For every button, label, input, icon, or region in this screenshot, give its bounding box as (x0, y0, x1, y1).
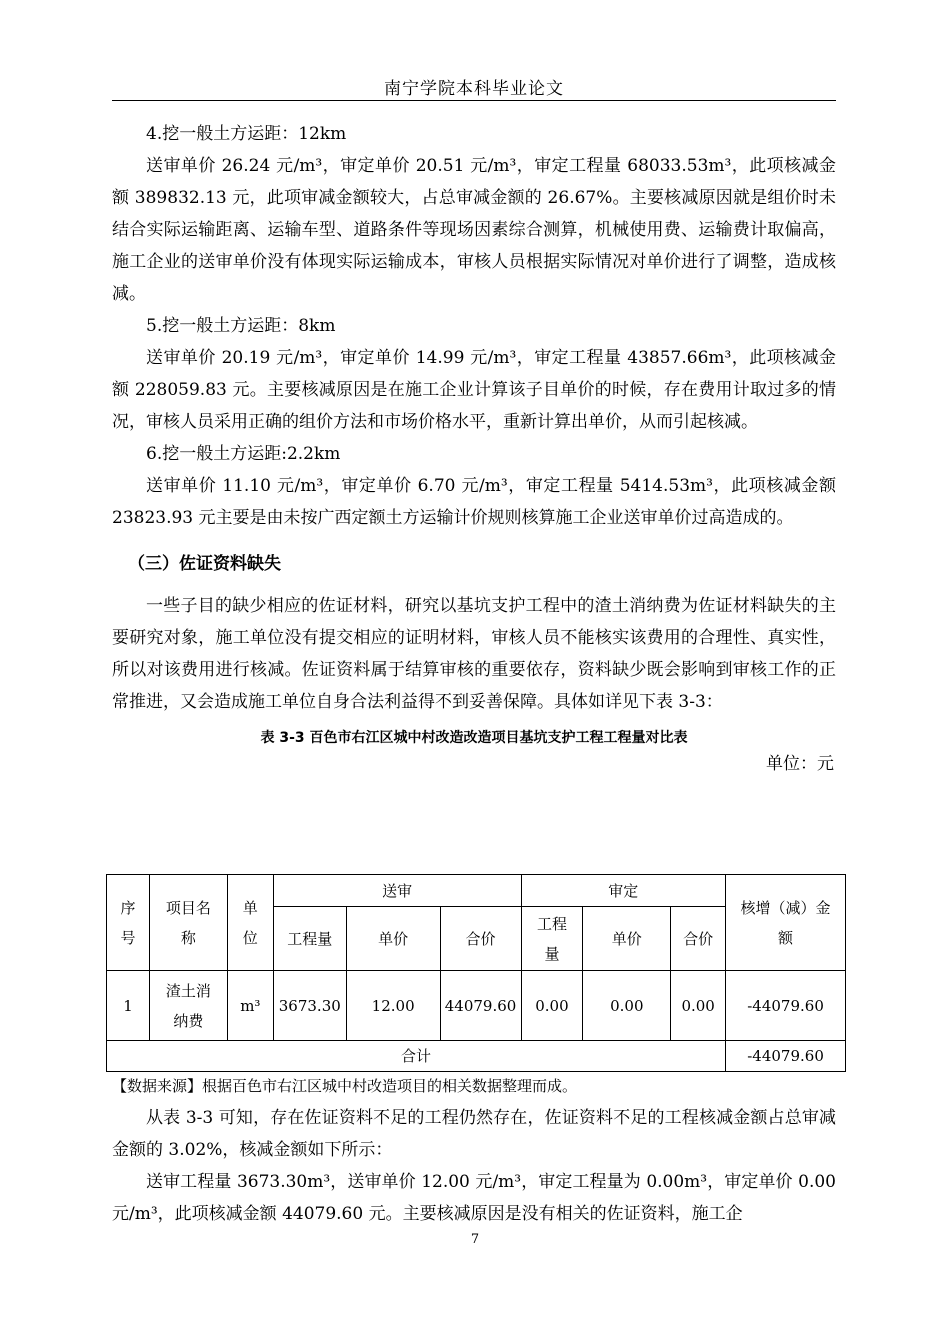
cell-name: 渣土消纳费 (149, 971, 227, 1041)
paragraph-6: 送审单价 11.10 元/m³，审定单价 6.70 元/m³，审定工程量 5414.53m³，此项核减金额 23823.93 元主要是由未按广西定额土方运输计价规则核算施工企业送审单价过高造成的。 (112, 476, 836, 528)
data-source-note: 【数据来源】根据百色市右江区城中村改造项目的相关数据整理而成。 (112, 1077, 578, 1095)
header-name: 项目名称 (149, 875, 227, 971)
header-seq: 序号 (107, 875, 150, 971)
table-row (107, 971, 846, 1041)
subheading-6: 6.挖一般土方运距:2.2km (146, 444, 341, 464)
cell-seq: 1 (107, 971, 150, 1041)
cell-qty: 3673.30 (273, 971, 346, 1041)
header-price: 单价 (346, 907, 440, 971)
table-unit: 单位：元 (766, 754, 834, 774)
cell-diff: -44079.60 (726, 971, 846, 1041)
paragraph-4: 送审单价 26.24 元/m³，审定单价 20.51 元/m³，审定工程量 68033.53m³，此项核减金额 389832.13 元，此项审减金额较大，占总审减金额的 26.67%。主要核减原因就是组价时未结合实际运输距离、运输车型、道路条件等现场因素综合测算，机械使用费、运输费计取偏高，施工企业的送审单价没有体现实际运输成本，审核人员根据实际情况对单价进行了调整，造成核减。 (112, 156, 836, 304)
body-text-continued (112, 1102, 836, 1230)
subheading-4: 4.挖一般土方运距：12km (146, 124, 347, 144)
section-heading: （三）佐证资料缺失 (128, 554, 281, 574)
header-diff: 核增（减）金额 (726, 875, 846, 971)
header-unit: 单位 (227, 875, 273, 971)
header-qty: 工程量 (273, 907, 346, 971)
sum-value: -44079.60 (726, 1041, 846, 1072)
comparison-table (106, 874, 846, 1072)
header-divider (112, 100, 836, 101)
cell-unit: m³ (227, 971, 273, 1041)
header-total-approved: 合价 (671, 907, 726, 971)
cell-price-approved: 0.00 (583, 971, 671, 1041)
page-header-title: 南宁学院本科毕业论文 (384, 79, 564, 99)
paragraph-table-summary: 从表 3-3 可知，存在佐证资料不足的工程仍然存在，佐证资料不足的工程核减金额占总审减金额的 3.02%，核减金额如下所示： (112, 1108, 836, 1160)
header-submitted: 送审 (273, 875, 521, 907)
header-price-approved: 单价 (583, 907, 671, 971)
table-sum-row (107, 1041, 846, 1072)
cell-qty-approved: 0.00 (521, 971, 583, 1041)
sum-label: 合计 (107, 1041, 726, 1072)
header-total: 合价 (440, 907, 521, 971)
cell-total: 44079.60 (440, 971, 521, 1041)
cell-total-approved: 0.00 (671, 971, 726, 1041)
paragraph-5: 送审单价 20.19 元/m³，审定单价 14.99 元/m³，审定工程量 43857.66m³，此项核减金额 228059.83 元。主要核减原因是在施工企业计算该子目单价的时候，存在费用计取过多的情况，审核人员采用正确的组价方法和市场价格水平，重新计算出单价，从而引起核减。 (112, 348, 836, 432)
subheading-5: 5.挖一般土方运距：8km (146, 316, 336, 336)
header-qty-approved: 工程量 (521, 907, 583, 971)
cell-price: 12.00 (346, 971, 440, 1041)
page-number: 7 (470, 1232, 480, 1247)
paragraph-deduction: 送审工程量 3673.30m³，送审单价 12.00 元/m³，审定工程量为 0.00m³，审定单价 0.00 元/m³，此项核减金额 44079.60 元。主要核减原因是没有相关的佐证资料，施工企 (112, 1172, 836, 1224)
header-approved: 审定 (521, 875, 726, 907)
paragraph-evidence: 一些子目的缺少相应的佐证材料，研究以基坑支护工程中的渣土消纳费为佐证材料缺失的主要研究对象，施工单位没有提交相应的证明材料，审核人员不能核实该费用的合理性、真实性，所以对该费用进行核减。佐证资料属于结算审核的重要依存，资料缺少既会影响到审核工作的正常推进，又会造成施工单位自身合法利益得不到妥善保障。具体如详见下表 3-3： (112, 596, 836, 712)
body-text (112, 118, 836, 778)
table-caption: 表 3-3 百色市右江区城中村改造改造项目基坑支护工程工程量对比表 (260, 730, 688, 746)
